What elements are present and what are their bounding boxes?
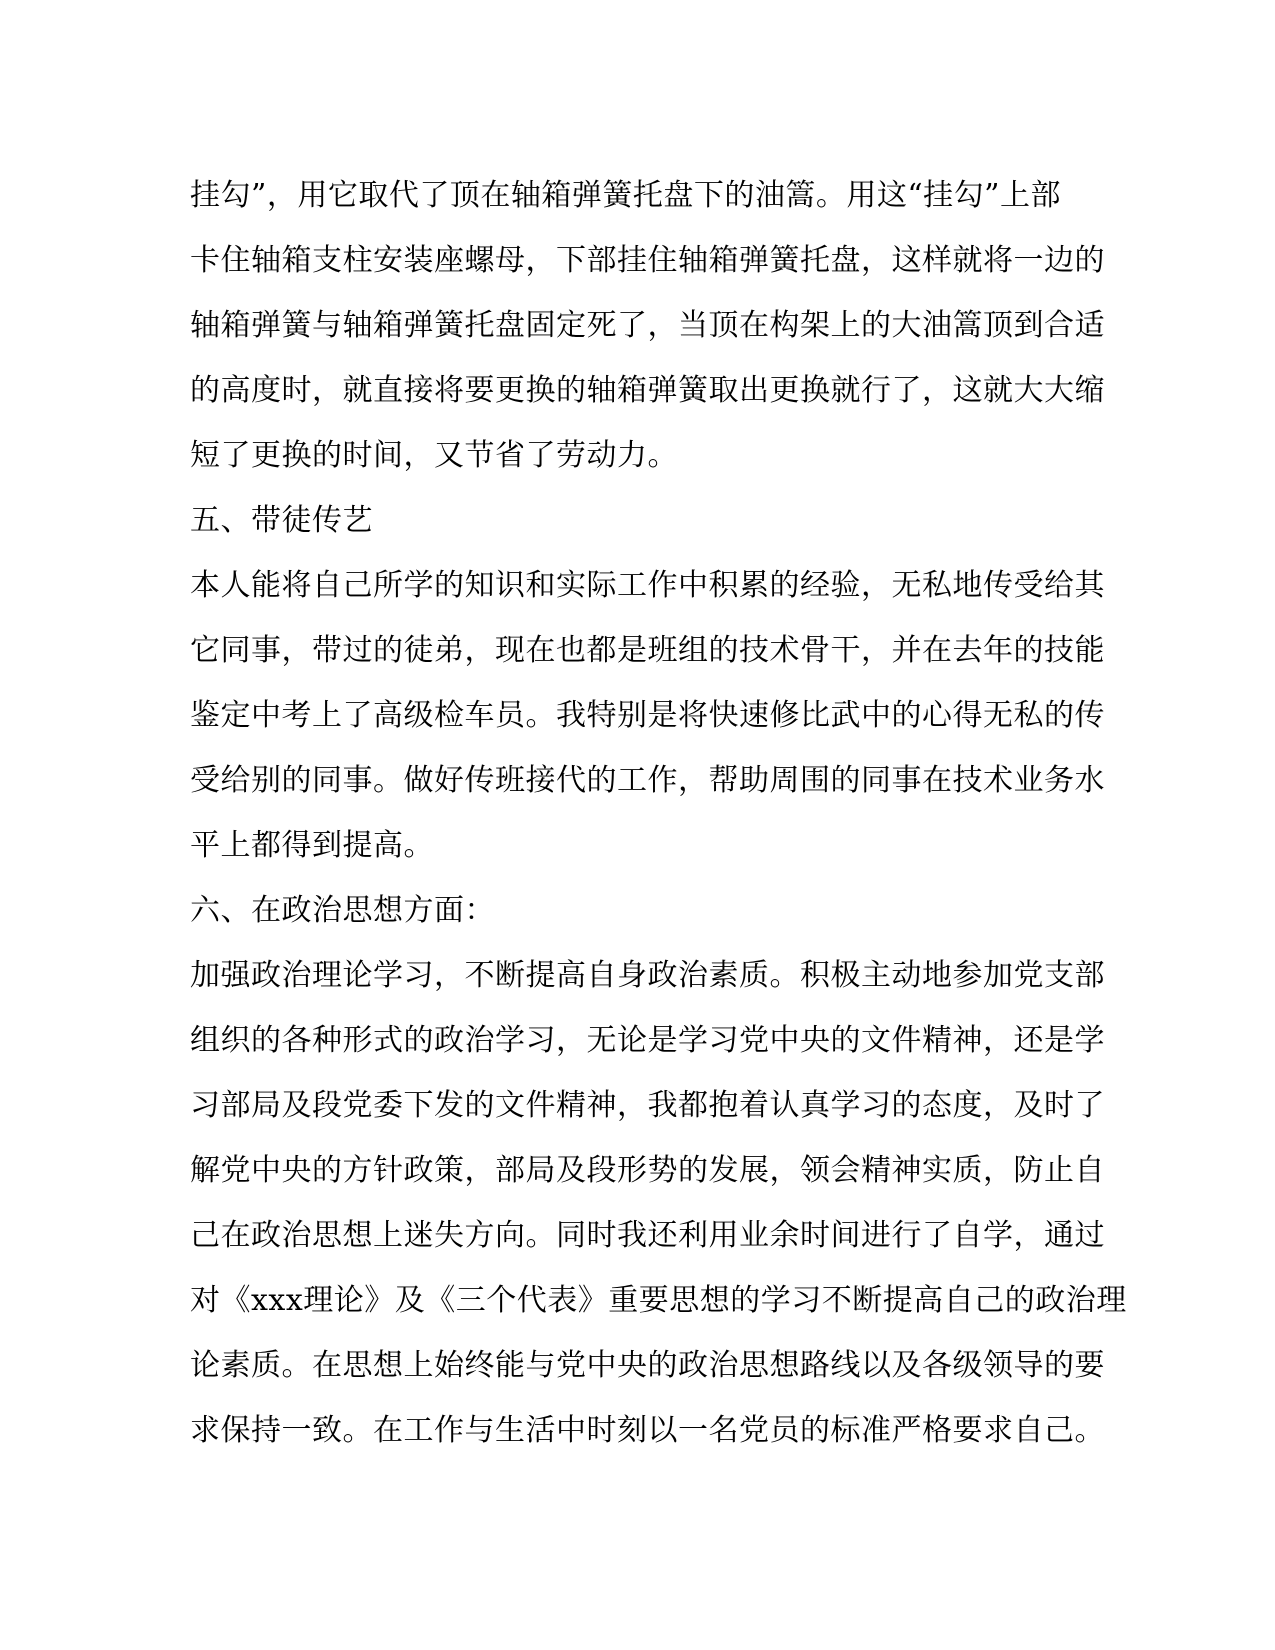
text-line: 卡住轴箱支柱安装座螺母，下部挂住轴箱弹簧托盘，这样就将一边的 (190, 243, 1105, 278)
section-heading-five: 五、带徒传艺 (190, 503, 373, 538)
document-body (190, 163, 1127, 1463)
section-heading-six: 六、在政治思想方面： (190, 893, 495, 928)
text-line: 习部局及段党委下发的文件精神，我都抱着认真学习的态度，及时了 (190, 1088, 1105, 1123)
text-line: 论素质。在思想上始终能与党中央的政治思想路线以及各级领导的要 (190, 1348, 1105, 1383)
text-line: 求保持一致。在工作与生活中时刻以一名党员的标准严格要求自己。 (190, 1413, 1105, 1448)
text-line: 轴箱弹簧与轴箱弹簧托盘固定死了，当顶在构架上的大油篙顶到合适 (190, 308, 1105, 343)
text-line: 短了更换的时间，又节省了劳动力。 (190, 438, 678, 473)
text-line: 加强政治理论学习，不断提高自身政治素质。积极主动地参加党支部 (190, 958, 1105, 993)
text-line: 它同事，带过的徒弟，现在也都是班组的技术骨干，并在去年的技能 (190, 633, 1105, 668)
text-line: 组织的各种形式的政治学习，无论是学习党中央的文件精神，还是学 (190, 1023, 1105, 1058)
text-line: 受给别的同事。做好传班接代的工作，帮助周围的同事在技术业务水 (190, 763, 1105, 798)
text-line: 己在政治思想上迷失方向。同时我还利用业余时间进行了自学，通过 (190, 1218, 1105, 1253)
text-line: 对《xxx理论》及《三个代表》重要思想的学习不断提高自己的政治理 (190, 1283, 1127, 1318)
text-line: 本人能将自己所学的知识和实际工作中积累的经验，无私地传受给其 (190, 568, 1105, 603)
text-line: 平上都得到提高。 (190, 828, 434, 863)
text-line: 解党中央的方针政策，部局及段形势的发展，领会精神实质，防止自 (190, 1153, 1105, 1188)
text-line: 的高度时，就直接将要更换的轴箱弹簧取出更换就行了，这就大大缩 (190, 373, 1105, 408)
text-line: 鉴定中考上了高级检车员。我特别是将快速修比武中的心得无私的传 (190, 698, 1105, 733)
text-line: 挂勾”，用它取代了顶在轴箱弹簧托盘下的油篙。用这“挂勾”上部 (190, 178, 1062, 213)
